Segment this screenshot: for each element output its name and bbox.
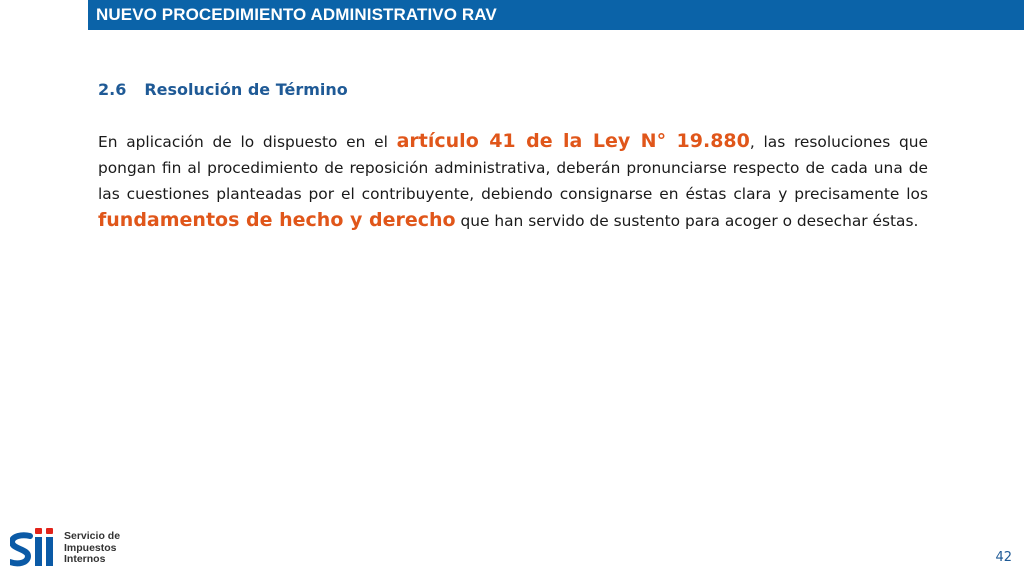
logo-line-2: Impuestos [64, 541, 117, 554]
logo-line-1: Servicio de [64, 530, 121, 542]
section-number: 2.6 [98, 80, 127, 99]
slide-title: NUEVO PROCEDIMIENTO ADMINISTRATIVO RAV [96, 5, 497, 24]
logo-i1-stem [35, 537, 42, 566]
logo-i2-dot [46, 528, 53, 534]
body-paragraph [98, 128, 928, 234]
logo-text [64, 531, 120, 566]
highlight-law-reference: artículo 41 de la Ley N° 19.880 [396, 130, 750, 152]
logo-i2-stem [46, 537, 53, 566]
logo-line-3: Internos [64, 553, 106, 565]
title-bar [88, 0, 1024, 30]
section-heading [98, 80, 348, 99]
logo-i1-dot [35, 528, 42, 534]
paragraph-text-2: , las resoluciones que pongan fin al procedimiento de reposición administrativa, deberán pronunciarse respecto de cada una de las cuestiones planteadas por el contribuyente, debiendo consignarse en éstas clara y precisamente los [98, 133, 928, 203]
highlight-fundamentos: fundamentos de hecho y derecho [98, 209, 456, 231]
page-number: 42 [995, 550, 1012, 565]
section-title: Resolución de Término [144, 80, 348, 99]
paragraph-text-1: En aplicación de lo dispuesto en el [98, 133, 397, 151]
logo-s-mark [10, 535, 30, 563]
paragraph-text-3: que han servido de sustento para acoger o desechar éstas. [455, 212, 919, 230]
